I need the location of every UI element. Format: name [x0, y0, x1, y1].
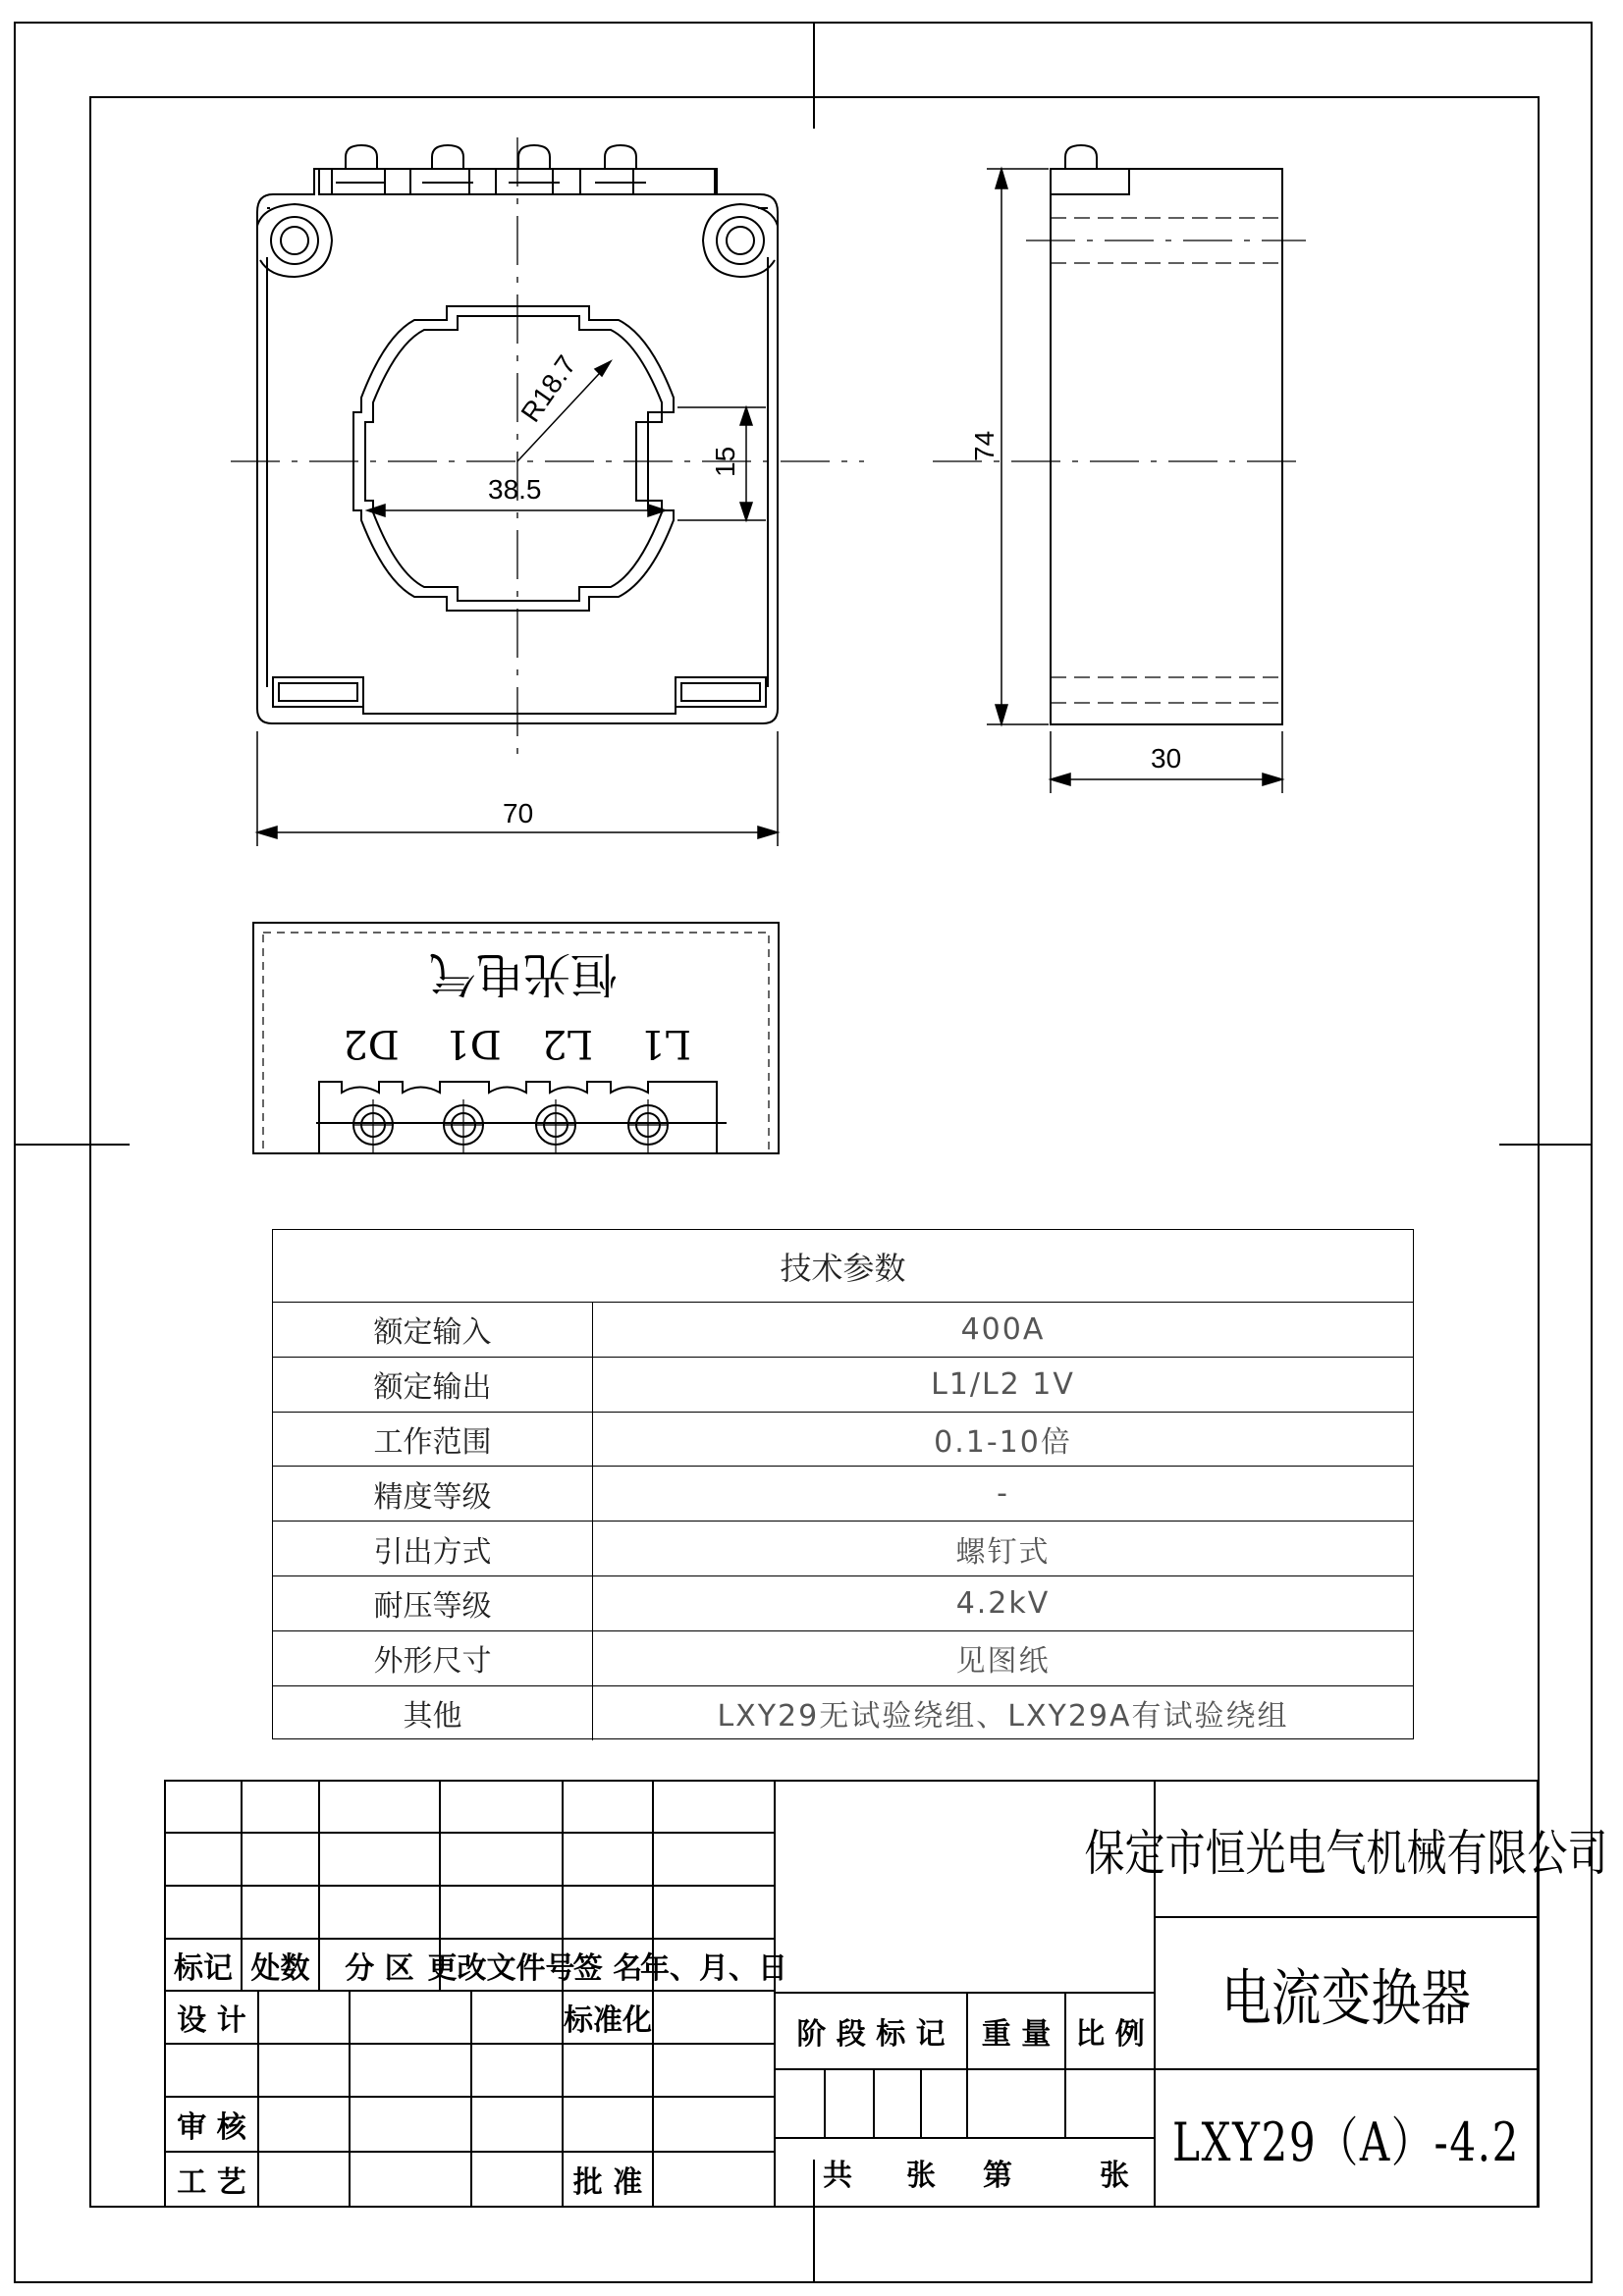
rev-header-zone: 分 区 [345, 1950, 414, 1986]
radius-label: R18.7 [514, 349, 582, 428]
scale-label: 比 例 [1075, 2017, 1145, 2052]
param-value: 4.2kV [955, 1585, 1051, 1621]
technical-parameters-table [272, 1229, 1414, 1739]
side-centerlines [933, 240, 1306, 461]
depth-label: 30 [1151, 743, 1182, 774]
params-row [273, 1358, 1413, 1413]
rev-header-date: 年、月、日 [640, 1950, 787, 1986]
rev-header-mark: 标记 [174, 1950, 233, 1986]
param-label: 耐压等级 [273, 1576, 593, 1630]
design-label: 设 计 [177, 2003, 246, 2038]
height-label: 74 [969, 430, 1000, 461]
sheet-unit-label: 张 [906, 2159, 936, 2193]
param-label: 精度等级 [273, 1467, 593, 1521]
rev-header-change-doc: 更改文件号 [427, 1950, 575, 1986]
rev-header-signature: 签 名 [572, 1950, 643, 1986]
param-value: L1/L2 1V [931, 1366, 1075, 1402]
front-centerlines [231, 137, 864, 766]
param-value: 螺钉式 [955, 1534, 1051, 1570]
terminal-label-l2: L2 [541, 1021, 594, 1066]
param-label: 其他 [273, 1686, 593, 1741]
model-number: LXY29（A）-4.2 [1172, 2110, 1520, 2173]
top-terminal-screws [336, 145, 646, 183]
sheets-total-label: 共 [823, 2159, 852, 2193]
rev-header-count: 处数 [250, 1950, 310, 1986]
window-flat-label: 15 [710, 446, 740, 477]
param-value: 400A [960, 1311, 1046, 1347]
side-hidden-lines [1051, 218, 1282, 703]
param-label: 引出方式 [273, 1522, 593, 1575]
overall-width-label: 70 [503, 798, 534, 828]
window-width-label: 38.5 [488, 474, 542, 505]
params-row [273, 1522, 1413, 1576]
params-title: 技术参数 [273, 1230, 1413, 1303]
company-name: 保定市恒光电气机械有限公司 [1084, 1824, 1608, 1882]
param-label: 额定输出 [273, 1358, 593, 1412]
param-label: 工作范围 [273, 1413, 593, 1467]
param-label: 外形尺寸 [273, 1631, 593, 1685]
param-value: - [997, 1476, 1009, 1512]
stage-mark-label: 阶 段 标 记 [796, 2017, 946, 2052]
review-label: 审 核 [177, 2110, 246, 2145]
params-row [273, 1631, 1413, 1686]
weight-label: 重 量 [981, 2017, 1052, 2052]
side-view [1051, 145, 1282, 724]
terminal-label-d2: D2 [343, 1021, 400, 1066]
approve-label: 批 准 [572, 2165, 643, 2200]
param-value: 见图纸 [955, 1644, 1051, 1680]
title-block [165, 1781, 1608, 2207]
sheet-index-label: 第 [983, 2159, 1012, 2193]
param-value: 0.1-10倍 [934, 1424, 1072, 1460]
process-label: 工 艺 [177, 2165, 246, 2200]
params-row [273, 1413, 1413, 1468]
params-row [273, 1467, 1413, 1522]
brand-label: 恒光电气 [428, 946, 619, 1001]
standardization-label: 标准化 [564, 2003, 652, 2038]
params-row [273, 1576, 1413, 1631]
terminal-screws [353, 1105, 668, 1145]
sheet-unit2-label: 张 [1100, 2159, 1129, 2193]
params-row [273, 1303, 1413, 1358]
param-value: LXY29无试验绕组、LXY29A有试验绕组 [717, 1699, 1289, 1735]
params-row [273, 1686, 1413, 1741]
terminal-label-l1: L1 [639, 1021, 692, 1066]
param-label: 额定输入 [273, 1303, 593, 1357]
terminal-label-d1: D1 [445, 1021, 502, 1066]
product-name: 电流变换器 [1220, 1962, 1472, 2034]
